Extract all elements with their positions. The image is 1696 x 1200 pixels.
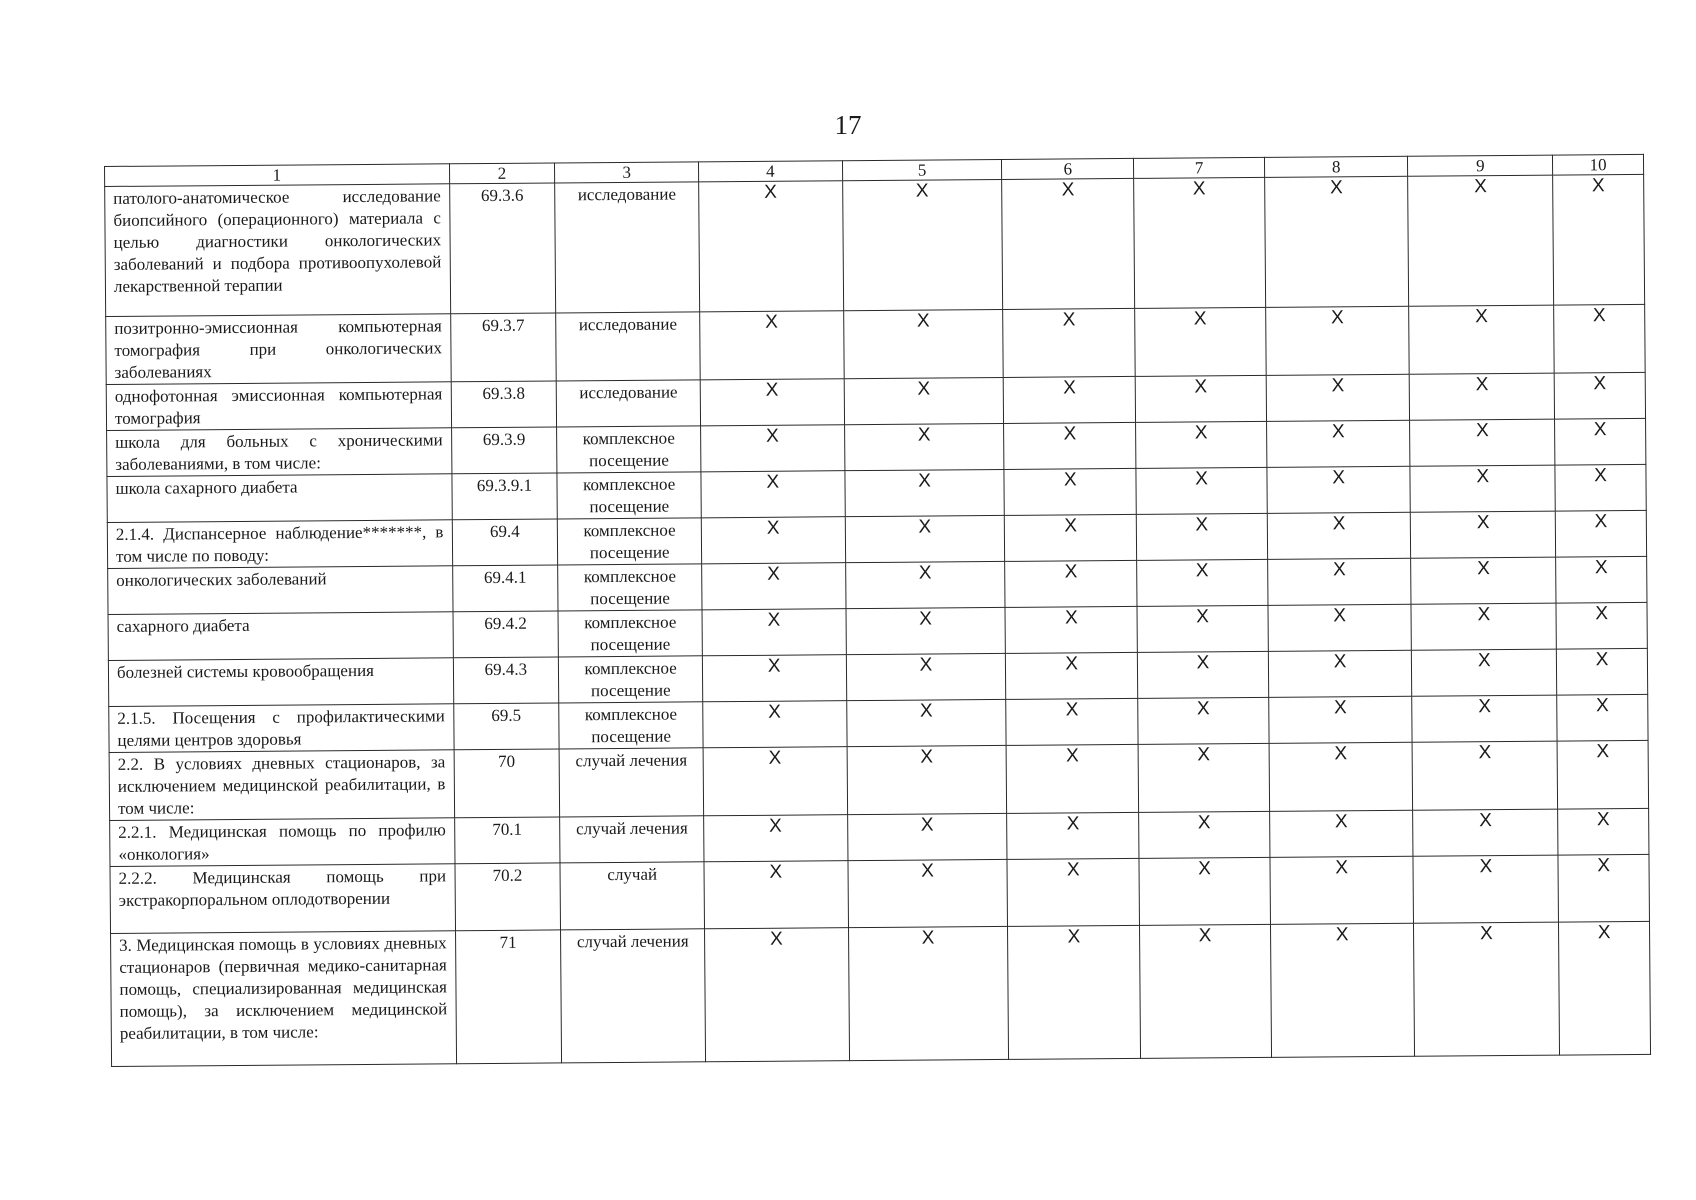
cross-mark-cell: X <box>1004 422 1136 469</box>
table-body <box>105 174 1651 1066</box>
cross-mark-cell: X <box>1136 513 1267 560</box>
cross-mark-cell: X <box>1134 177 1266 308</box>
cross-mark-cell: X <box>1557 740 1648 809</box>
cross-mark-cell: X <box>1414 922 1560 1056</box>
cross-mark-cell: X <box>845 515 1005 562</box>
cross-mark-cell: X <box>1413 809 1558 856</box>
cross-mark-cell: X <box>704 928 849 1062</box>
cross-mark-cell: X <box>845 561 1005 608</box>
cross-mark-cell: X <box>701 471 845 518</box>
cross-mark-cell: X <box>846 699 1006 746</box>
cross-mark-cell: X <box>1139 811 1270 858</box>
row-unit: исследование <box>557 380 701 427</box>
cross-mark-cell: X <box>1267 512 1411 559</box>
row-unit: исследование <box>556 312 700 381</box>
table-row <box>105 174 1645 316</box>
cross-mark-cell: X <box>1006 652 1138 699</box>
cross-mark-cell: X <box>700 379 844 426</box>
data-table <box>104 154 1651 1067</box>
cross-mark-cell: X <box>699 181 844 312</box>
cross-mark-cell: X <box>1557 694 1648 741</box>
cross-mark-cell: X <box>703 701 847 748</box>
cross-mark-cell: X <box>1408 175 1554 306</box>
table-row <box>110 854 1649 933</box>
cross-mark-cell: X <box>846 607 1006 654</box>
cross-mark-cell: X <box>1138 651 1269 698</box>
row-name: патолого-анатомическое исследование биопсийного (операционного) материала с целью диагностики онкологических заболеваний и подбора противоопухолевой лекарственной терапии <box>105 184 451 317</box>
cross-mark-cell: X <box>1413 855 1558 923</box>
row-name: 2.2. В условиях дневных стационаров, за исключением медицинской реабилитации, в том числе: <box>109 750 454 821</box>
cross-mark-cell: X <box>1556 602 1647 649</box>
row-unit: случай лечения <box>559 748 703 817</box>
column-header: 5 <box>842 159 1002 180</box>
row-code: 69.4.2 <box>453 611 559 658</box>
page-number: 17 <box>834 110 862 140</box>
row-unit: комплексное посещение <box>558 518 702 565</box>
row-unit: комплексное посещение <box>557 426 701 473</box>
row-code: 69.4 <box>452 519 558 566</box>
cross-mark-cell: X <box>1136 421 1267 468</box>
column-header: 6 <box>1002 158 1134 179</box>
cross-mark-cell: X <box>1410 373 1555 420</box>
table-row <box>111 921 1651 1066</box>
row-name: болезней системы кровообращения <box>108 658 453 707</box>
row-name: школа для больных с хроническими заболеваниями, в том числе: <box>107 428 452 477</box>
row-name: онкологических заболеваний <box>108 566 453 615</box>
table-row <box>109 740 1648 820</box>
cross-mark-cell: X <box>1554 372 1645 419</box>
row-unit: случай лечения <box>560 816 704 863</box>
row-unit: комплексное посещение <box>559 656 703 703</box>
row-name: 2.1.4. Диспансерное наблюдение*******, в том числе по поводу: <box>107 520 452 569</box>
row-code: 69.4.3 <box>453 657 559 704</box>
cross-mark-cell: X <box>1004 376 1136 423</box>
cross-mark-cell: X <box>1138 743 1269 812</box>
cross-mark-cell: X <box>700 311 844 380</box>
cross-mark-cell: X <box>1005 606 1137 653</box>
table-row <box>106 304 1645 384</box>
cross-mark-cell: X <box>1138 697 1269 744</box>
cross-mark-cell: X <box>1264 176 1409 307</box>
cross-mark-cell: X <box>1267 466 1411 513</box>
cross-mark-cell: X <box>1004 468 1136 515</box>
cross-mark-cell: X <box>1270 856 1414 924</box>
cross-mark-cell: X <box>1411 603 1556 650</box>
cross-mark-cell: X <box>1003 308 1135 377</box>
cross-mark-cell: X <box>1555 464 1646 511</box>
cross-mark-cell: X <box>845 469 1005 516</box>
cross-mark-cell: X <box>1413 741 1558 810</box>
row-unit: комплексное посещение <box>558 564 702 611</box>
row-name: сахарного диабета <box>108 612 453 661</box>
column-header: 3 <box>555 162 699 183</box>
cross-mark-cell: X <box>1265 306 1409 375</box>
column-header: 4 <box>698 161 842 182</box>
cross-mark-cell: X <box>704 815 848 862</box>
cross-mark-cell: X <box>1266 420 1410 467</box>
row-code: 69.4.1 <box>452 565 558 612</box>
row-unit: случай <box>560 862 704 930</box>
cross-mark-cell: X <box>1555 418 1646 465</box>
row-name: 2.1.5. Посещения с профилактическими целями центров здоровья <box>109 704 454 753</box>
cross-mark-cell: X <box>1412 649 1557 696</box>
cross-mark-cell: X <box>1137 605 1268 652</box>
cross-mark-cell: X <box>844 423 1004 470</box>
cross-mark-cell: X <box>1409 305 1554 374</box>
cross-mark-cell: X <box>1268 650 1412 697</box>
cross-mark-cell: X <box>1558 854 1649 922</box>
cross-mark-cell: X <box>1006 698 1138 745</box>
row-name: школа сахарного диабета <box>107 474 452 523</box>
cross-mark-cell: X <box>1005 514 1137 561</box>
cross-mark-cell: X <box>1139 857 1270 925</box>
cross-mark-cell: X <box>1555 510 1646 557</box>
cross-mark-cell: X <box>1410 465 1555 512</box>
cross-mark-cell: X <box>1007 858 1139 926</box>
cross-mark-cell: X <box>1411 557 1556 604</box>
cross-mark-cell: X <box>701 425 845 472</box>
cross-mark-cell: X <box>701 517 845 564</box>
cross-mark-cell: X <box>702 563 846 610</box>
row-unit: исследование <box>555 182 700 313</box>
cross-mark-cell: X <box>1270 923 1415 1057</box>
row-name: позитронно-эмиссионная компьютерная томография при онкологических заболеваниях <box>106 314 451 385</box>
row-name: 3. Медицинская помощь в условиях дневных стационаров (первичная медико-санитарная помощь, специализированная медицинская помощь), за исключением медицинской реабилитации, в том числе: <box>111 931 457 1067</box>
row-name: однофотонная эмиссионная компьютерная томография <box>106 382 451 431</box>
cross-mark-cell: X <box>1558 808 1649 855</box>
row-code: 69.3.7 <box>450 313 556 382</box>
row-unit: случай лечения <box>561 929 706 1063</box>
cross-mark-cell: X <box>846 653 1006 700</box>
row-code: 71 <box>455 930 562 1064</box>
row-code: 70.1 <box>454 817 560 864</box>
cross-mark-cell: X <box>843 309 1003 378</box>
cross-mark-cell: X <box>702 655 846 702</box>
cross-mark-cell: X <box>1268 604 1412 651</box>
cross-mark-cell: X <box>1556 556 1647 603</box>
cross-mark-cell: X <box>848 926 1009 1060</box>
cross-mark-cell: X <box>1267 558 1411 605</box>
row-unit: комплексное посещение <box>559 702 703 749</box>
row-unit: комплексное посещение <box>557 472 701 519</box>
column-header: 8 <box>1264 156 1408 177</box>
cross-mark-cell: X <box>1411 511 1556 558</box>
cross-mark-cell: X <box>702 609 846 656</box>
cross-mark-cell: X <box>1136 467 1267 514</box>
cross-mark-cell: X <box>847 813 1007 860</box>
row-code: 69.3.9.1 <box>451 473 557 520</box>
cross-mark-cell: X <box>1137 559 1268 606</box>
cross-mark-cell: X <box>1559 921 1651 1055</box>
cross-mark-cell: X <box>1135 375 1266 422</box>
row-name: 2.2.1. Медицинская помощь по профилю «онкология» <box>110 818 455 867</box>
cross-mark-cell: X <box>1266 374 1410 421</box>
cross-mark-cell: X <box>1410 419 1555 466</box>
document-sheet <box>104 154 1651 1067</box>
cross-mark-cell: X <box>844 377 1004 424</box>
row-code: 70 <box>454 749 560 818</box>
cross-mark-cell: X <box>1269 696 1413 743</box>
cross-mark-cell: X <box>1554 304 1645 373</box>
cross-mark-cell: X <box>847 745 1007 814</box>
column-header: 10 <box>1553 154 1644 175</box>
cross-mark-cell: X <box>1553 174 1645 305</box>
cross-mark-cell: X <box>848 859 1008 927</box>
cross-mark-cell: X <box>703 747 847 816</box>
cross-mark-cell: X <box>842 179 1003 310</box>
column-header: 9 <box>1408 155 1553 176</box>
column-header: 7 <box>1134 157 1265 178</box>
row-code: 69.3.6 <box>449 183 556 314</box>
cross-mark-cell: X <box>1007 744 1139 813</box>
column-header: 1 <box>105 164 450 187</box>
row-code: 69.5 <box>453 703 559 750</box>
cross-mark-cell: X <box>1002 178 1135 309</box>
cross-mark-cell: X <box>1269 742 1413 811</box>
row-code: 69.3.9 <box>451 427 557 474</box>
cross-mark-cell: X <box>1557 648 1648 695</box>
cross-mark-cell: X <box>704 861 848 929</box>
row-unit: комплексное посещение <box>558 610 702 657</box>
row-code: 69.3.8 <box>451 381 557 428</box>
cross-mark-cell: X <box>1412 695 1557 742</box>
row-name: 2.2.2. Медицинская помощь при экстракорпоральном оплодотворении <box>110 864 455 934</box>
column-header: 2 <box>449 163 555 184</box>
cross-mark-cell: X <box>1007 812 1139 859</box>
cross-mark-cell: X <box>1140 924 1272 1058</box>
cross-mark-cell: X <box>1005 560 1137 607</box>
row-code: 70.2 <box>455 863 561 931</box>
cross-mark-cell: X <box>1135 307 1266 376</box>
cross-mark-cell: X <box>1008 925 1141 1059</box>
cross-mark-cell: X <box>1269 810 1413 857</box>
